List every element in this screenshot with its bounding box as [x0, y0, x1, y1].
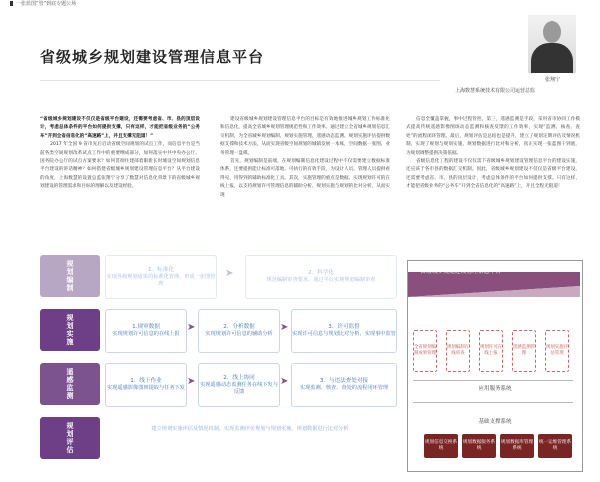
stage-evaluation: 规划评估 [40, 417, 100, 459]
text-column-3 [406, 116, 580, 192]
layer-divider [413, 380, 573, 381]
flow-box: 3．与违法查处对接 实现监测、核查、查处的流程闭环管理 [291, 363, 397, 407]
app-module: 遥感监测管理 [512, 330, 536, 372]
stage-planning: 规划编制 [40, 255, 100, 297]
layer-divider [413, 402, 573, 403]
flow-box: 2．线上协同 实现遥感动态监测任务在线下发与反馈 [198, 363, 280, 407]
stage-monitoring: 遥感监测 [40, 363, 100, 405]
page-title: 省级城乡规划建设管理信息平台 [40, 48, 265, 66]
column-tag: 一张蓝图“管”到底专题公场 [10, 0, 76, 7]
app-module: 规划实施评估管理 [545, 330, 569, 372]
flow-box: 2．科学化 规范编制审查要求，通过平台实现规划编制审查 [245, 255, 397, 299]
flow-box: 1．标准化 实现各级规划成果的标准化管理，形成一张图管理 [105, 255, 217, 299]
arrow-right-icon: ➤ [187, 376, 196, 387]
paragraph: 信息全覆盖掌握，事中过程管控。第三，遥感监测是手段，采用省市协同工作模式提高传统遥感影像图斑动态监测和核查反馈的工作效率，实现“监测、核查、查处”的流程闭环管理。最后，规划评估是总结也是提升，建立了规划定期评估及情况机制，实现了规划与规划实施、规划数据进行比对和分析，真正实现一张蓝图干到底，为规划调整提供决策依据。 [406, 117, 580, 156]
app-module: 全省规划编制成果管理 [413, 330, 437, 372]
base-module: 规划数据库管理系统 [500, 434, 534, 458]
arrow-right-icon: ➤ [225, 268, 234, 279]
flow-box: 1.规审数据 实现规划许可信息的在线上报 [105, 309, 187, 353]
evaluation-description: 建立规划实施评估及情况机制，实现监测评价规划与规划实施，规划数据进行比对分析 [151, 426, 349, 433]
paragraph: 省级信息化工程的建设不仅仅需下省级城乡规划建设管理信息平台的建设实施，还应该于各市县的数据汇交机制。因此，省级城乡规划建设不仅仅是省级平台建设，还需要考虑省、市、县的顶层设计，考虑总体条件的平台如何提供支撑。只有这样，才能把省级业务的“公务车”开到全省信息化的“高速路”上，开且全程无阻道！ [406, 159, 580, 190]
base-layer-label: 基础支撑系统 [478, 419, 512, 425]
app-layer-label: 应用服务系统 [478, 386, 512, 392]
arrow-right-icon: ➤ [280, 376, 289, 387]
paragraph: 2017 年全国 9 省市先后启动省级空间规划的试点工作，而信息平台是当前各类空间规划改革试点工作中的重要纲成部分，如何落实中共中央办公厅、国务院办公厅的试点方案要求？如何贯彻住建部着眼新长时城设空间规划信息平台建设的讲话精神？如何搭建省级城乡规划建设管理信息平台？从平台建设的角度，上海数慧的设置总监张翔宁分享了数慧对信息化背景下的省级城乡规划建设的管理需求和目标的理解以及建设经验。 [40, 142, 200, 190]
base-module: 规划信息交换系统 [424, 434, 458, 458]
base-module: 规划数据服务系统 [462, 434, 496, 458]
text-column-2 [220, 116, 390, 200]
flow-box: 2．分析数据 实现规划许可信息的辅助分析 [198, 309, 280, 353]
text-column-1 [40, 116, 200, 192]
app-module: 规划许可在线上报 [479, 330, 503, 372]
author-organization: 上海数慧系统技术有限公司运营总监 [455, 88, 536, 94]
app-module: 规划编制在线审查 [446, 330, 470, 372]
lead-quote: “省级城乡规划建设不仅仅是省级平台建设，还需要考虑省、市、县的顶层设计，考虑总体条件的平台如何提供支撑，只有这样，才能把省级业务的“公务车”开到全省信息化的“高速路”上，并且支撑无阻道！” [40, 117, 200, 139]
author-name: 张翔宁 [545, 77, 561, 83]
stage-implementation: 规划实施 [40, 309, 100, 351]
arrow-right-icon: ➤ [187, 322, 196, 333]
flow-box: 1．线下作业 实现遥感影像图斑提取与任务下发 [105, 363, 187, 407]
paragraph: 建设省级城乡规划建设管理信息平台的目标是有效地推进城乡规划工作标准化和信息化，提高全省城乡规划管理规范性和工作效率。通过建立全省城乡规划信息汇交机制，为全省城乡规划编制、规划实施管理、遥感动态监测、规划实施评估提供数据支撑和技术方法，从而实现省级空间规划的城镇发展一本账，空间数据一张图、业务管理一盘棋。 [220, 117, 390, 156]
title-divider [40, 80, 440, 81]
platform-banner [408, 272, 580, 297]
arrow-right-icon: ➤ [280, 322, 289, 333]
base-module: 统一运维管理系统 [538, 434, 572, 458]
author-photo [528, 15, 576, 73]
platform-title: 省级城乡规划建设管理信息平台 [420, 269, 502, 275]
paragraph: 首先，规划编制是前端，在规划编制信息化建设过程中不仅需要建立数据标准体系，还要提供能让标准可落地、可执行的有效手段，为设计人员、管理人员提供看得见、用得到的辅助标准化工具。其次，实施管理的重点是数据、实现规划许可的在线上报，以支持规划许可管理信息的辅助分析、规划实施与规划的比对分析，从而实现 [220, 159, 390, 198]
flow-box: 3．许可监督 实现许可信息与规划比对分析，实现事中监管 [291, 309, 397, 353]
